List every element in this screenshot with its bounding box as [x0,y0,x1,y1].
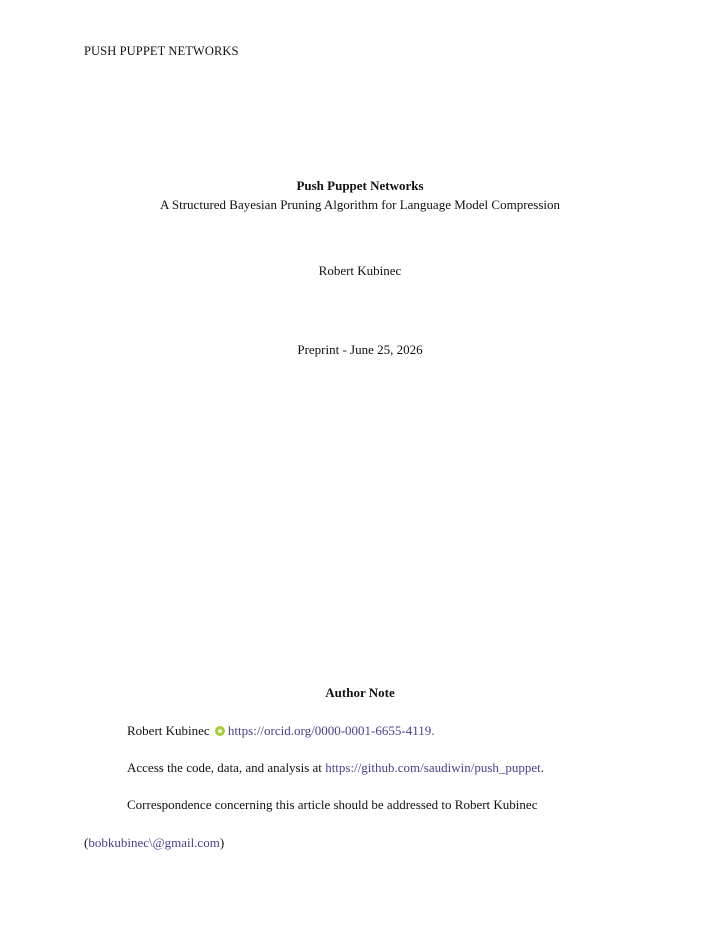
author-note-heading: Author Note [325,685,395,700]
orcid-line [127,723,434,739]
paper-subtitle: A Structured Bayesian Pruning Algorithm for Language Model Compression [159,197,561,212]
orcid-icon[interactable] [215,726,225,736]
code-availability-line [127,760,544,776]
orcid-link[interactable]: https://orcid.org/0000-0001-6655-4119 [227,723,432,738]
email-close-paren: ) [219,835,225,850]
email-link[interactable]: bobkubinec\@gmail.com [88,835,220,850]
code-period: . [540,760,545,775]
email-open-paren: ( [84,835,89,850]
email-line [84,835,224,851]
running-head: PUSH PUPPET NETWORKS [84,44,239,58]
correspondence-line: Correspondence concerning this article should be addressed to Robert Kubinec [127,797,538,812]
github-link[interactable]: https://github.com/saudiwin/push_puppet [325,760,541,775]
code-availability-text: Access the code, data, and analysis at [127,760,326,775]
orcid-author-name: Robert Kubinec [127,723,210,738]
date-line: Preprint - June 25, 2026 [297,342,423,357]
author-name: Robert Kubinec [318,263,402,278]
orcid-period: . [431,723,435,738]
paper-title: Push Puppet Networks [296,178,424,193]
